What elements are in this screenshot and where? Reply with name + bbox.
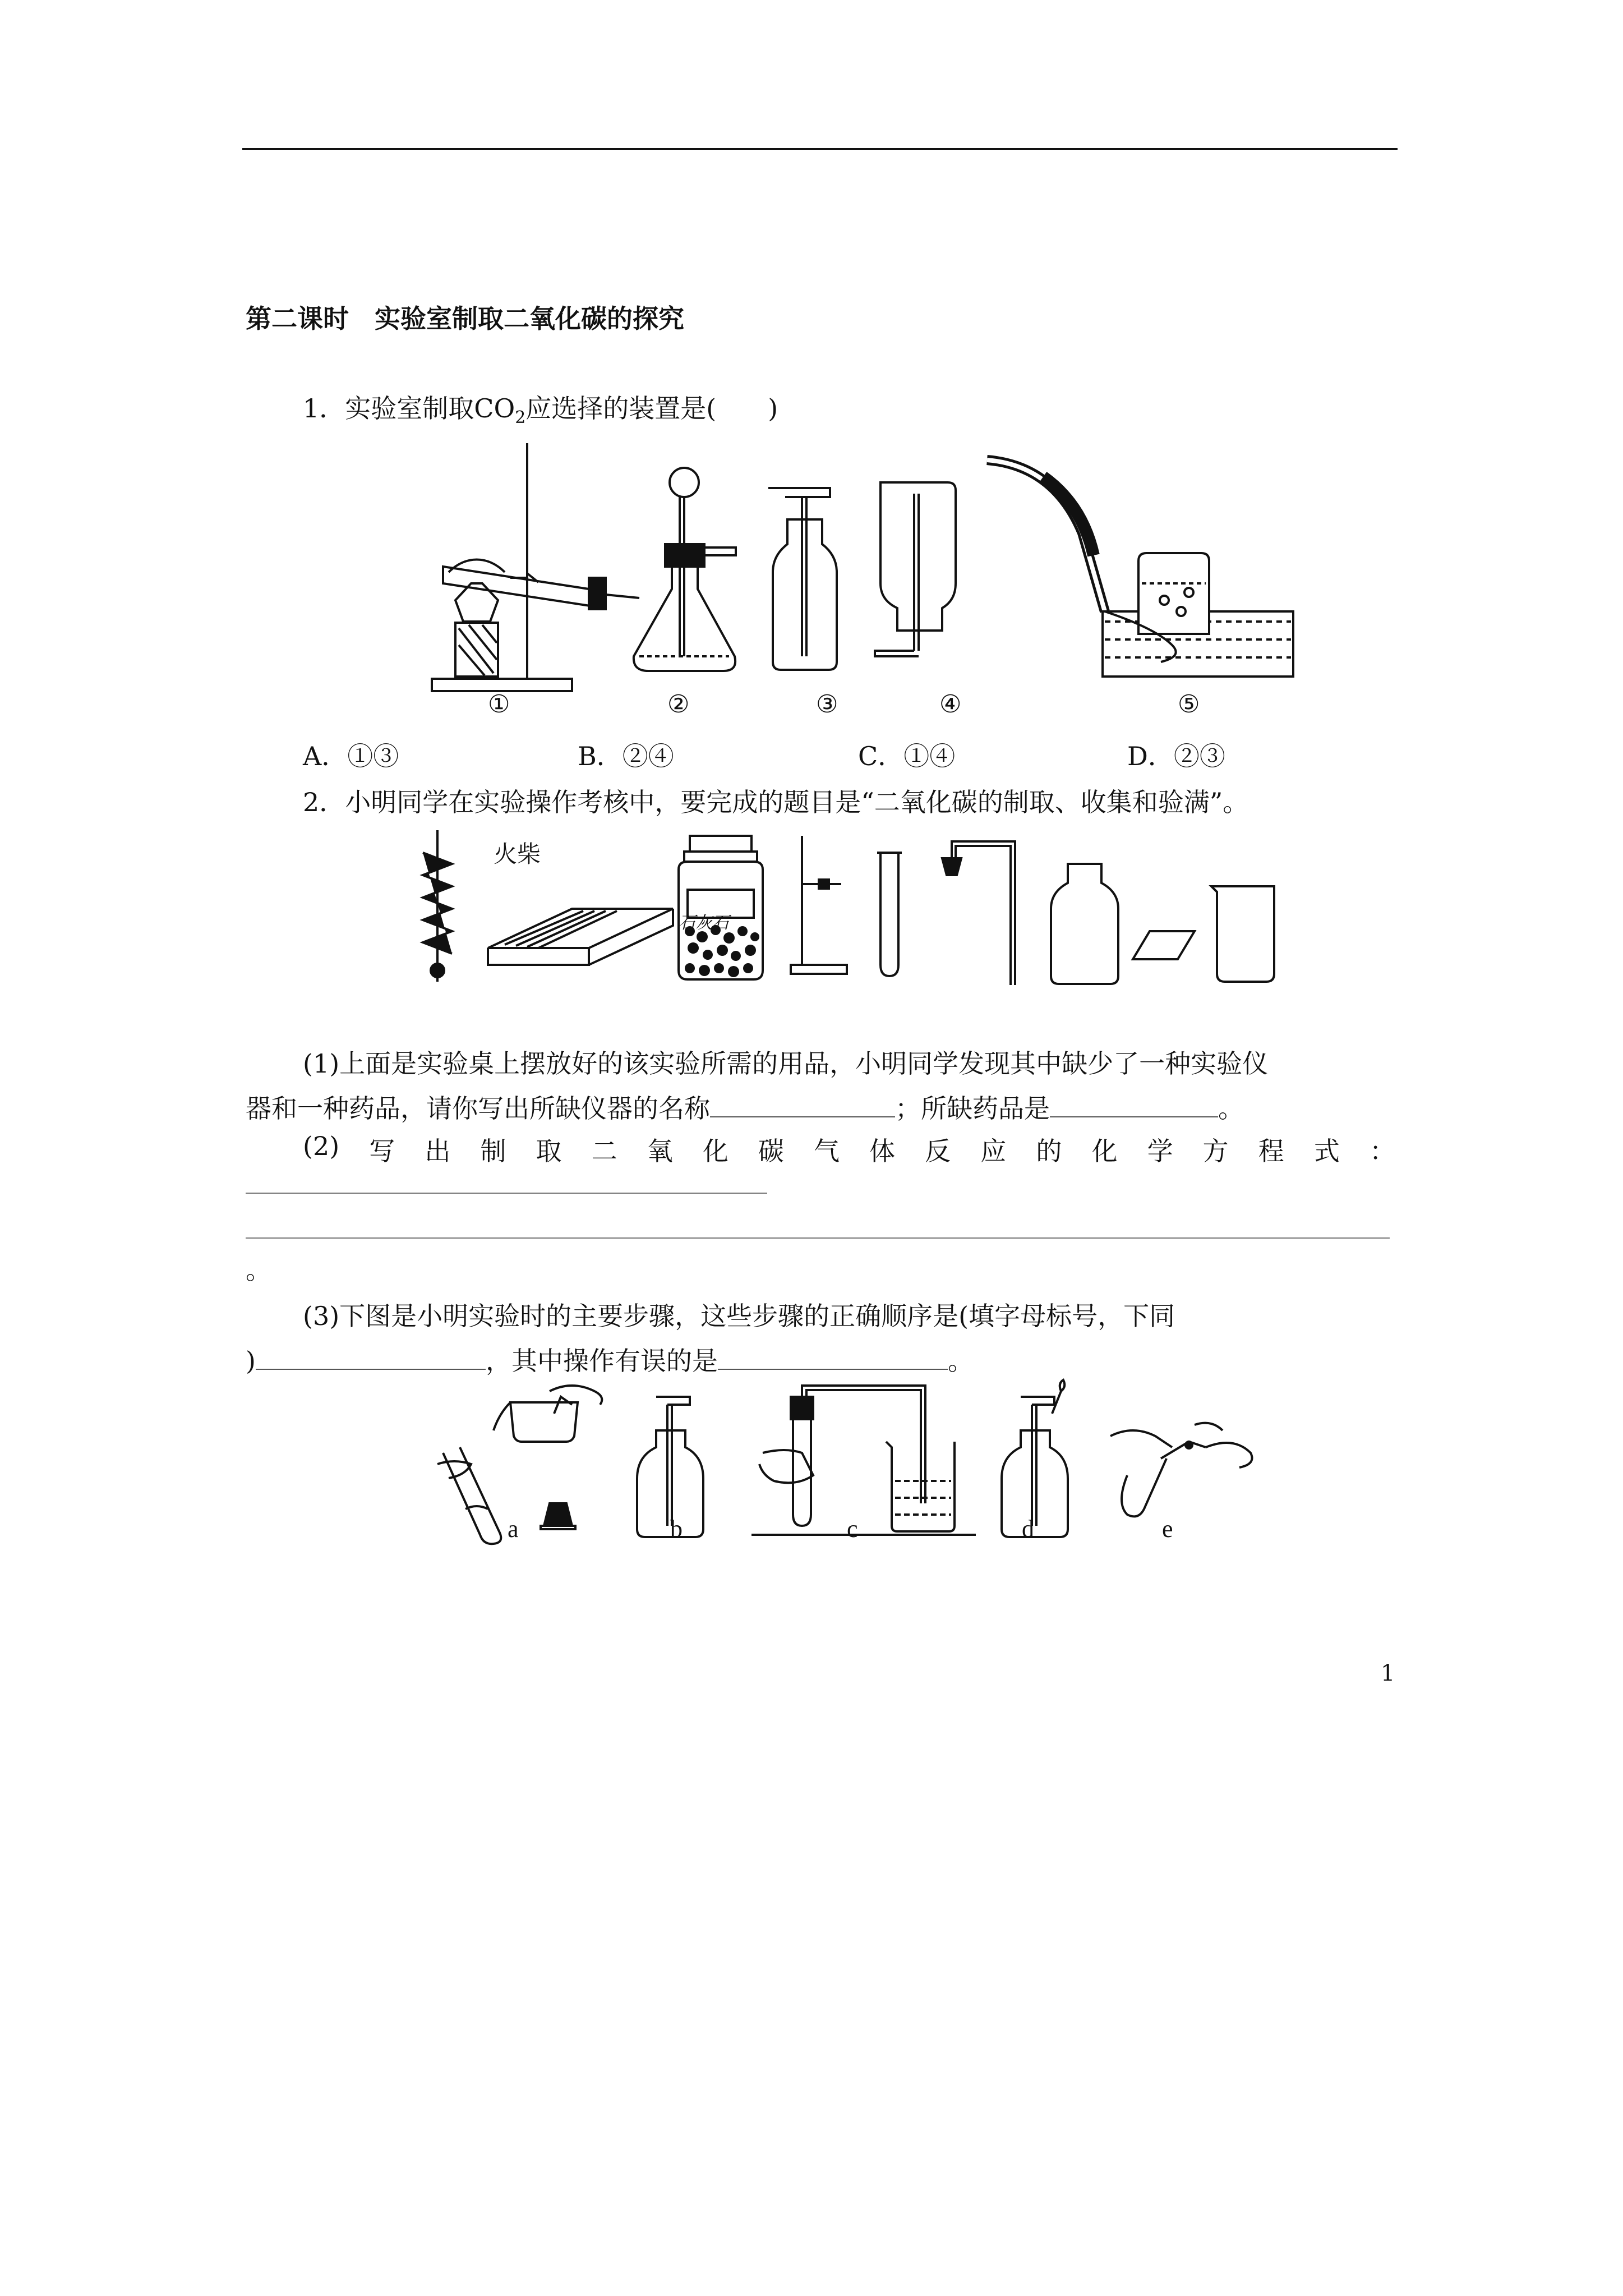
apparatus-3-gas-bottle xyxy=(768,488,837,670)
step-label-d: d xyxy=(1022,1515,1034,1543)
q2-steps-figure xyxy=(437,1380,1279,1550)
jar-label: 石灰石 xyxy=(679,913,729,933)
q1-option-c: C．①④ xyxy=(858,741,956,771)
q1-prompt xyxy=(303,388,778,427)
limestone-jar xyxy=(679,836,763,979)
apparatus-2-flask-funnel xyxy=(634,468,736,671)
q1-prompt-prefix: 1．实验室制取 xyxy=(303,393,474,424)
q2-supplies-figure xyxy=(415,830,1290,990)
q2-prompt: 2．小明同学在实验操作考核中，要完成的题目是“二氧化碳的制取、收集和验满”。 xyxy=(303,787,1249,817)
apparatus-label-5: ⑤ xyxy=(1178,691,1200,718)
q2-part3-line1: (3)下图是小明实验时的主要步骤，这些步骤的正确顺序是(填字母标号，下同 xyxy=(303,1301,1175,1331)
apparatus-label-4: ④ xyxy=(939,691,962,718)
q2-part3-line2: ) ，其中操作有误的是 。 xyxy=(246,1341,974,1378)
equation-blank-line1[interactable] xyxy=(246,1193,767,1194)
apparatus-4-inverted-bottle xyxy=(875,482,956,656)
q2-part2-prompt: (2) 写 出 制 取 二 氧 化 碳 气 体 反 应 的 化 学 方 程 式 ： xyxy=(303,1131,1395,1166)
step-a-pouring xyxy=(437,1386,602,1544)
test-tube-brush xyxy=(423,830,452,982)
step-e-adding-solid xyxy=(1110,1423,1252,1517)
apparatus-label-2: ② xyxy=(667,691,690,718)
beaker xyxy=(1211,886,1274,982)
apparatus-label-1: ① xyxy=(488,691,510,718)
step-order-blank[interactable] xyxy=(256,1344,486,1370)
matchbox xyxy=(488,909,673,965)
equation-blank-line2[interactable] xyxy=(246,1237,1390,1239)
q2-steps-drawing xyxy=(437,1380,1279,1548)
header-rule xyxy=(242,148,1398,150)
apparatus-5-water-trough xyxy=(987,460,1293,677)
step-c-airtightness xyxy=(751,1386,976,1535)
q2-supplies-drawing xyxy=(415,830,1290,987)
glass-plate xyxy=(1133,931,1195,959)
q2-part2-end: 。 xyxy=(246,1255,271,1285)
page-number: 1 xyxy=(1381,1660,1395,1686)
q1-prompt-suffix: 应选择的装置是( ) xyxy=(525,393,778,424)
wrong-step-blank[interactable] xyxy=(718,1344,948,1370)
gas-collecting-bottle xyxy=(1051,864,1118,984)
step-label-e: e xyxy=(1162,1515,1173,1543)
step-d-bottle-match xyxy=(1002,1380,1068,1537)
step-label-b: b xyxy=(670,1515,683,1543)
q2-part1-line1: (1)上面是实验桌上摆放好的该实验所需的用品，小明同学发现其中缺少了一种实验仪 xyxy=(303,1048,1269,1079)
step-label-a: a xyxy=(508,1515,519,1543)
q1-option-d: D．②③ xyxy=(1127,741,1225,771)
q2-part1-line2: 器和一种药品，请你写出所缺仪器的名称 ；所缺药品是 。 xyxy=(246,1088,1244,1125)
section-title: 第二课时 实验室制取二氧化碳的探究 xyxy=(246,303,684,334)
co2-formula: $CO_2$ xyxy=(474,393,526,428)
apparatus-label-3: ③ xyxy=(816,691,838,718)
apparatus-1-heating-setup xyxy=(432,443,639,691)
test-tube xyxy=(877,853,902,976)
iron-stand xyxy=(791,836,847,974)
q1-option-a: A．①③ xyxy=(303,741,399,771)
q1-option-b: B．②④ xyxy=(578,741,674,771)
matches-label: 火柴 xyxy=(494,840,541,868)
step-label-c: c xyxy=(847,1515,858,1543)
stopper-delivery-tube xyxy=(942,841,1015,985)
missing-instrument-blank[interactable] xyxy=(710,1092,895,1117)
missing-reagent-blank[interactable] xyxy=(1050,1092,1218,1117)
